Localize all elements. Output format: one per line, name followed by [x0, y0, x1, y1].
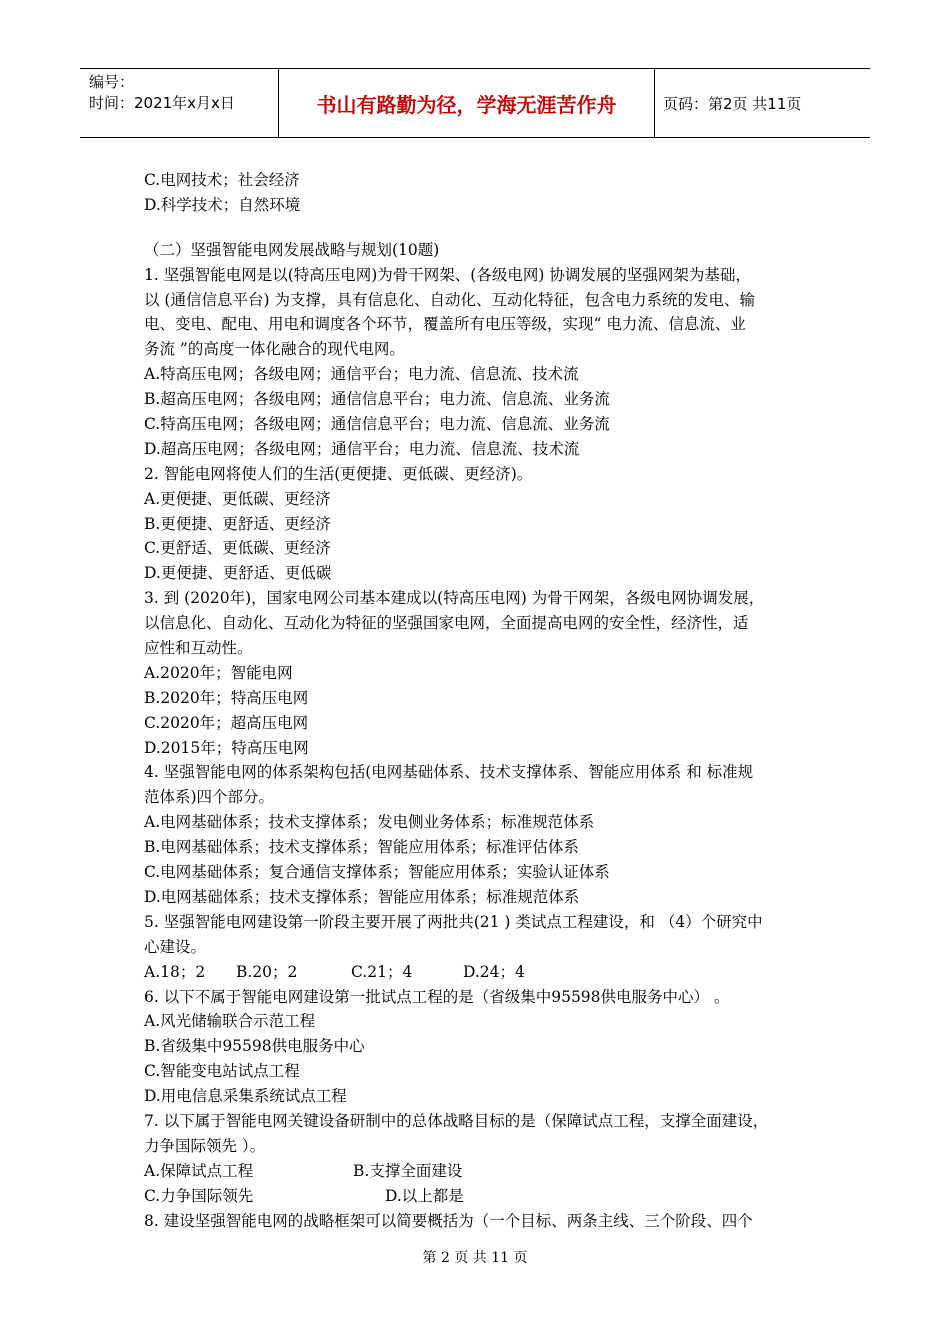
- text-line: A.2020年；智能电网: [144, 663, 293, 682]
- page-footer: 第 2 页 共 11 页: [422, 1250, 528, 1266]
- header-page-info: 页码：第2页 共11页: [663, 94, 802, 113]
- text-line: D.2015年；特高压电网: [144, 738, 309, 757]
- text-line: A.电网基础体系；技术支撑体系；发电侧业务体系；标准规范体系: [144, 813, 595, 832]
- text-line: A.更便捷、更低碳、更经济: [144, 489, 331, 508]
- q7-options-row2: [144, 1184, 824, 1209]
- text-line: 以信息化、自动化、互动化为特征的坚强国家电网，全面提高电网的安全性，经济性，适: [144, 614, 749, 633]
- text-line: 务流 ”的高度一体化融合的现代电网。: [144, 340, 405, 359]
- header-time: 时间：2021年x月x日: [89, 94, 235, 112]
- text-line: 7. 以下属于智能电网关键设备研制中的总体战略目标的是（保障试点工程，支撑全面建设，: [144, 1111, 769, 1130]
- text-line: 3. 到 (2020年)，国家电网公司基本建成以(特高压电网) 为骨干网架，各级电网协调发展，: [144, 589, 765, 608]
- text-line: C.特高压电网；各级电网；通信信息平台；电力流、信息流、业务流: [144, 415, 610, 434]
- text-line: C.更舒适、更低碳、更经济: [144, 539, 331, 558]
- option-a: A.18；2: [144, 962, 206, 981]
- text-line: 心建设。: [144, 937, 207, 956]
- text-line: C.电网基础体系；复合通信支撑体系；智能应用体系；实验认证体系: [144, 863, 610, 882]
- option-b: B.支撑全面建设: [353, 1161, 463, 1180]
- option-b: B.20；2: [236, 962, 298, 981]
- q5-options: [144, 960, 824, 985]
- text-line: 力争国际领先 ）。: [144, 1136, 266, 1155]
- document-body: [144, 168, 824, 1233]
- text-line: 5. 坚强智能电网建设第一阶段主要开展了两批共(21 ) 类试点工程建设，和 （4）个研究中: [144, 912, 763, 931]
- option-c: C.21；4: [351, 962, 413, 981]
- text-line: A.特高压电网；各级电网；通信平台；电力流、信息流、技术流: [144, 365, 579, 384]
- text-line: 2. 智能电网将使人们的生活(更便捷、更低碳、更经济)。: [144, 464, 533, 483]
- text-line: 1. 坚强智能电网是以(特高压电网)为骨干网架、(各级电网) 协调发展的坚强网架为基础，: [144, 265, 751, 284]
- text-line: D.超高压电网；各级电网；通信平台；电力流、信息流、技术流: [144, 439, 580, 458]
- section-heading: （二）坚强智能电网发展战略与规划(10题): [144, 240, 440, 259]
- text-line: D.科学技术；自然环境: [144, 195, 301, 214]
- option-a: A.保障试点工程: [144, 1161, 254, 1180]
- header-number: 编号：: [89, 73, 135, 91]
- text-line: C.电网技术；社会经济: [144, 171, 300, 189]
- text-line: 4. 坚强智能电网的体系架构包括(电网基础体系、技术支撑体系、智能应用体系 和 标准规: [144, 763, 754, 782]
- text-line: 范体系)四个部分。: [144, 788, 275, 807]
- text-line: D.用电信息采集系统试点工程: [144, 1087, 347, 1106]
- header-motto: 书山有路勤为径，学海无涯苦作舟: [279, 69, 655, 137]
- text-line: 6. 以下不属于智能电网建设第一批试点工程的是（省级集中95598供电服务中心） 。: [144, 987, 730, 1006]
- text-line: D.更便捷、更舒适、更低碳: [144, 564, 332, 583]
- text-line: B.2020年；特高压电网: [144, 688, 309, 707]
- text-line: B.电网基础体系；技术支撑体系；智能应用体系；标准评估体系: [144, 838, 579, 857]
- text-line: B.超高压电网；各级电网；通信信息平台；电力流、信息流、业务流: [144, 390, 610, 409]
- text-line: C.2020年；超高压电网: [144, 713, 309, 732]
- text-line: 8. 建设坚强智能电网的战略框架可以简要概括为（一个目标、两条主线、三个阶段、四个: [144, 1211, 753, 1230]
- text-line: 以 (通信信息平台) 为支撑，具有信息化、自动化、互动化特征，包含电力系统的发电、输: [144, 290, 755, 309]
- text-line: 电、变电、配电、用电和调度各个环节，覆盖所有电压等级，实现“ 电力流、信息流、业: [144, 315, 746, 334]
- q7-options-row1: [144, 1159, 824, 1184]
- text-line: D.电网基础体系；技术支撑体系；智能应用体系；标准规范体系: [144, 887, 580, 906]
- text-line: C.智能变电站试点工程: [144, 1062, 300, 1081]
- option-d: D.以上都是: [385, 1186, 464, 1205]
- header-meta: [80, 69, 279, 137]
- page-header: [80, 68, 870, 138]
- option-c: C.力争国际领先: [144, 1186, 254, 1205]
- option-d: D.24；4: [463, 962, 525, 981]
- text-line: A.风光储输联合示范工程: [144, 1012, 316, 1031]
- text-line: B.更便捷、更舒适、更经济: [144, 514, 331, 533]
- text-line: 应性和互动性。: [144, 639, 253, 658]
- text-line: B.省级集中95598供电服务中心: [144, 1037, 365, 1056]
